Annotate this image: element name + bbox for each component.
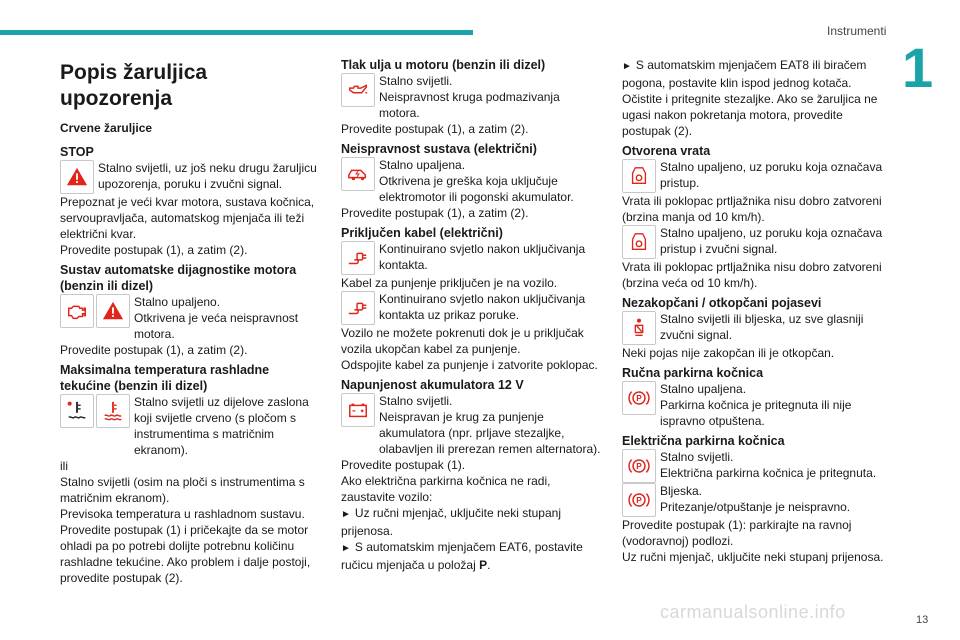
chapter-number: 1 (902, 36, 934, 99)
temp-text-4: Previsoka temperatura u rashladnom sustavu. (60, 507, 305, 521)
handbrake-entry (622, 381, 884, 429)
eat8-step: ► S automatskim mjenjačem EAT8 ili biračem pogona, postavite klin ispod jednog kotača. (622, 58, 867, 90)
charging-plug-icon (341, 291, 375, 325)
door-text-2: Vrata ili poklopac prtljažnika nisu dobro zatvoreni (brzina manja od 10 km/h). (622, 194, 882, 224)
svg-text:P: P (636, 394, 642, 404)
diag-text-2: Otkrivena je veća neispravnost motora. (134, 311, 299, 341)
stop-heading: STOP (60, 145, 94, 159)
belt-entry (622, 311, 884, 345)
oil-text-1: Stalno svijetli. (379, 74, 453, 88)
door-open-icon (622, 159, 656, 193)
door-text-3: Stalno upaljeno, uz poruku koja označava pristup i zvučni signal. (660, 226, 883, 256)
temp-text-3: Stalno svijetli (osim na ploči s instrumentima s matričnim ekranom). (60, 475, 305, 505)
cable-text-3: Kontinuirano svjetlo nakon uključivanja kontakta uz prikaz poruke. (379, 292, 586, 322)
diag-text-1: Stalno upaljeno. (134, 295, 221, 309)
page-title: Popis žaruljica upozorenja (60, 61, 208, 110)
bullet-arrow-icon: ► (341, 509, 351, 520)
epb-entry-2 (622, 483, 884, 517)
temp-text-2: ili (60, 459, 68, 473)
eat8-text: Očistite i pritegnite stezaljke. Ako se žaruljica ne ugasi nakon pokretanja motora, provedite postupak (2). (622, 92, 878, 138)
door-entry-2 (622, 225, 884, 259)
parking-brake-icon (622, 483, 656, 517)
column-2 (341, 57, 603, 573)
drive-text-2: Otkrivena je greška koja uključuje elektromotor ili pogonski akumulator. (379, 174, 574, 204)
column-3 (622, 57, 884, 565)
cable-entry-1 (341, 241, 603, 275)
battery-entry (341, 393, 603, 457)
svg-text:P: P (636, 496, 642, 506)
subtitle-red-lights: Crvene žaruljice (60, 121, 153, 135)
battery-step-2: ► S automatskim mjenjačem EAT6, postavite ručicu mjenjača u položaj P. (341, 540, 583, 572)
battery-heading: Napunjenost akumulatora 12 V (341, 378, 524, 392)
seatbelt-icon (622, 311, 656, 345)
oil-heading: Tlak ulja u motoru (benzin ili dizel) (341, 58, 546, 72)
temp-text-1: Stalno svijetli uz dijelove zaslona koji svijetle crveno (s pločom s instrumentima s matričnim ekranom). (134, 395, 309, 457)
diag-text-3: Provedite postupak (1), a zatim (2). (60, 343, 248, 357)
belt-text-2: Neki pojas nije zakopčan ili je otkopčan. (622, 346, 835, 360)
handbrake-heading: Ručna parkirna kočnica (622, 366, 764, 380)
section-title: Instrumenti (827, 24, 887, 38)
oil-entry (341, 73, 603, 121)
drive-heading: Neispravnost sustava (električni) (341, 142, 537, 156)
epb-entry-1 (622, 449, 884, 483)
cable-text-5: Odspojite kabel za punjenje i zatvorite poklopac. (341, 358, 598, 372)
belt-text-1: Stalno svijetli ili bljeska, uz sve glasniji zvučni signal. (660, 312, 864, 342)
cable-text-2: Kabel za punjenje priključen je na vozilo. (341, 276, 558, 290)
bullet-arrow-icon: ► (622, 61, 632, 72)
epb-text-6: Uz ručni mjenjač, uključite neki stupanj prijenosa. (622, 550, 884, 564)
battery-text-1: Stalno svijetli. (379, 394, 453, 408)
oil-text-3: Provedite postupak (1), a zatim (2). (341, 122, 529, 136)
stop-entry (60, 160, 322, 194)
cable-entry-2 (341, 291, 603, 325)
warning-triangle-icon (60, 160, 94, 194)
cable-text-1: Kontinuirano svjetlo nakon uključivanja kontakta. (379, 242, 586, 272)
battery-text-3: Provedite postupak (1). (341, 458, 466, 472)
epb-heading: Električna parkirna kočnica (622, 434, 785, 448)
drive-text-3: Provedite postupak (1), a zatim (2). (341, 206, 529, 220)
temp-entry (60, 394, 322, 458)
battery-step-1: ► Uz ručni mjenjač, uključite neki stupanj prijenosa. (341, 506, 561, 538)
epb-text-1: Stalno svijetli. (660, 450, 734, 464)
belt-heading: Nezakopčani / otkopčani pojasevi (622, 296, 822, 310)
charging-plug-icon (341, 241, 375, 275)
coolant-gauge-icon (60, 394, 94, 428)
door-entry-1 (622, 159, 884, 193)
handbrake-text-1: Stalno upaljena. (660, 382, 747, 396)
door-text-1: Stalno upaljeno, uz poruku koja označava pristup. (660, 160, 883, 190)
bullet-arrow-icon: ► (341, 543, 351, 554)
door-text-4: Vrata ili poklopac prtljažnika nisu dobro zatvoreni (brzina veća od 10 km/h). (622, 260, 882, 290)
warning-triangle-icon (96, 294, 130, 328)
parking-brake-icon (622, 381, 656, 415)
watermark: carmanualsonline.info (660, 602, 846, 622)
car-fault-icon (341, 157, 375, 191)
oil-text-2: Neispravnost kruga podmazivanja motora. (379, 90, 560, 120)
battery-text-4: Ako električna parkirna kočnica ne radi, zaustavite vozilo: (341, 474, 551, 504)
diag-entry (60, 294, 322, 342)
cable-heading: Priključen kabel (električni) (341, 226, 503, 240)
battery-icon (341, 393, 375, 427)
epb-text-5: Provedite postupak (1): parkirajte na ravnoj (vodoravnoj) podlozi. (622, 518, 852, 548)
epb-text-3: Bljeska. (660, 484, 703, 498)
temp-heading: Maksimalna temperatura rashladne tekućine (benzin ili dizel) (60, 363, 270, 393)
svg-text:P: P (636, 462, 642, 472)
door-open-icon (622, 225, 656, 259)
stop-text-1: Stalno svijetli, uz još neku drugu žaruljicu upozorenja, poruku i zvučni signal. (98, 161, 317, 191)
epb-text-2: Električna parkirna kočnica je pritegnuta. (660, 466, 877, 480)
oil-can-icon (341, 73, 375, 107)
drive-text-1: Stalno upaljena. (379, 158, 466, 172)
drive-entry (341, 157, 603, 205)
door-heading: Otvorena vrata (622, 144, 711, 158)
parking-brake-icon (622, 449, 656, 483)
diag-heading: Sustav automatske dijagnostike motora (benzin ili dizel) (60, 263, 297, 293)
coolant-temperature-icon (96, 394, 130, 428)
column-1 (60, 60, 322, 586)
battery-text-2: Neispravan je krug za punjenje akumulatora (npr. prljave stezaljke, olabavljen ili prerezan remen alternatora). (379, 410, 601, 456)
temp-text-5: Provedite postupak (1) i pričekajte da se motor ohladi pa po potrebi dolijte potrebnu količinu rashladne tekućine. Ako problem i dalje postoji, provedite postupak (2). (60, 523, 311, 585)
header-accent-bar (0, 30, 473, 35)
epb-text-4: Pritezanje/otpuštanje je neispravno. (660, 500, 851, 514)
cable-text-4: Vozilo ne možete pokrenuti dok je u priključak vozila ukopčan kabel za punjenje. (341, 326, 584, 356)
handbrake-text-2: Parkirna kočnica je pritegnuta ili nije ispravno otpuštena. (660, 398, 852, 428)
stop-text-3: Provedite postupak (1), a zatim (2). (60, 243, 248, 257)
stop-text-2: Prepoznat je veći kvar motora, sustava kočnica, servoupravljača, automatskog mjenjača ili teži električni kvar. (60, 195, 315, 241)
engine-icon (60, 294, 94, 328)
page-number: 13 (916, 614, 929, 626)
